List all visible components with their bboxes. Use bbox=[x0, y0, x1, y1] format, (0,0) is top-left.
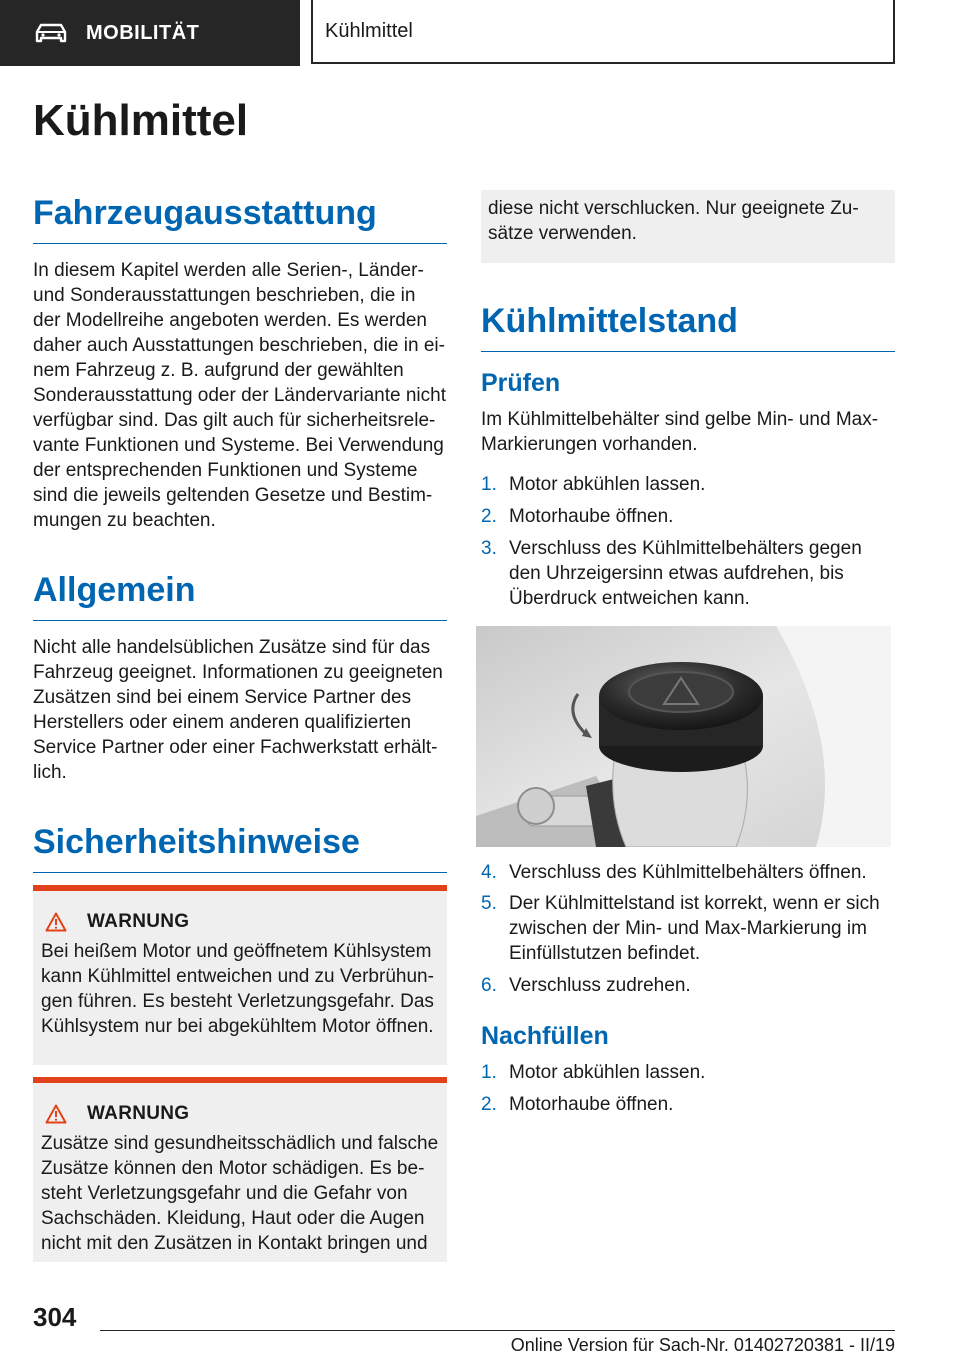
warning-triangle-icon bbox=[45, 1104, 67, 1124]
section-label: MOBILITÄT bbox=[86, 21, 200, 44]
coolant-cap-photo bbox=[476, 626, 891, 847]
warning-text: Bei heißem Motor und geöffnetem Kühlsystem kann Kühlmittel entweichen und zu Verbrühun- gen führen. Es besteht Verletzungsgefahr. Das Kühlsystem nur bei abgekühltem Motor öffnen. bbox=[41, 941, 434, 1037]
section-heading: Sicherheitshinweise bbox=[33, 823, 447, 873]
page-header bbox=[0, 0, 960, 66]
list-number: 2. bbox=[481, 506, 497, 527]
list-number: 6. bbox=[481, 975, 497, 996]
warning-text: Zusätze sind gesundheitsschädlich und falsche Zusätze können den Motor schädigen. Es be- steht Verletzungsgefahr und die Gefahr von Sachschäden. Kleidung, Haut oder die Augen nicht mit den Zusätzen in Kontakt bringen und bbox=[41, 1133, 439, 1254]
warning-label: WARNUNG bbox=[87, 1103, 190, 1124]
list-item bbox=[481, 973, 895, 998]
warning-box-2 bbox=[33, 1077, 447, 1262]
subheading-nachfuellen: Nachfüllen bbox=[481, 1022, 609, 1050]
list-item bbox=[481, 536, 895, 611]
warning-label: WARNUNG bbox=[87, 911, 190, 932]
warning-header bbox=[33, 891, 447, 933]
paragraph-fahrzeugausstattung: In diesem Kapitel werden alle Serien-, Länder- und Sonderausstattungen beschrieben, die in der Modellreihe angeboten werden. Es werden daher auch Ausstattungen beschrieben, die in ei- nem Fahrzeug z. B. aufgrund der gewählten Sonderausstattung oder der Ländervariante nicht verfügbar sind. Das gilt auch für sicherheitsrele- vante Funktionen und Systeme. Bei Verwendung der entsprechenden Funktionen und Systeme sind die jeweils geltenden Gesetze und Bestim- mungen zu beachten. bbox=[33, 260, 446, 531]
warning-triangle-icon bbox=[45, 912, 67, 932]
paragraph-pruefen: Im Kühlmittelbehälter sind gelbe Min- und Max- Markierungen vorhanden. bbox=[481, 409, 879, 455]
page-title: Kühlmittel bbox=[33, 96, 249, 145]
list-text: Motorhaube öffnen. bbox=[509, 1094, 674, 1115]
list-text: Verschluss des Kühlmittelbehälters gegen den Uhrzeigersinn etwas aufdrehen, bis Überdruck entweichen kann. bbox=[509, 538, 862, 609]
footer-online-version: Online Version für Sach-Nr. 01402720381 - II/19 bbox=[510, 1335, 895, 1355]
subheading-pruefen: Prüfen bbox=[481, 369, 561, 397]
section-heading: Allgemein bbox=[33, 571, 447, 621]
list-item bbox=[481, 891, 895, 966]
chapter-tab[interactable] bbox=[311, 0, 895, 64]
list-item bbox=[481, 1092, 895, 1117]
list-number: 4. bbox=[481, 862, 497, 883]
footer-divider bbox=[100, 1330, 895, 1331]
list-number: 2. bbox=[481, 1094, 497, 1115]
page-number: 304 bbox=[33, 1302, 77, 1332]
heading-allgemein bbox=[33, 571, 447, 621]
list-text: Motor abkühlen lassen. bbox=[509, 474, 706, 495]
warning-continuation: diese nicht verschlucken. Nur geeignete Zu- sätze verwenden. bbox=[481, 190, 895, 263]
heading-kuehlmittelstand bbox=[481, 302, 895, 352]
section-tab[interactable] bbox=[0, 0, 300, 66]
paragraph-allgemein: Nicht alle handelsüblichen Zusätze sind für das Fahrzeug geeignet. Informationen zu geeigneten Zusätzen sind bei einem Service Partner des Herstellers oder einem anderen qualifizierten Service Partner oder einer Fachwerkstatt erhält- lich. bbox=[33, 637, 443, 783]
car-icon bbox=[34, 22, 68, 44]
section-heading: Fahrzeugausstattung bbox=[33, 194, 447, 244]
list-text: Motorhaube öffnen. bbox=[509, 506, 674, 527]
heading-sicherheitshinweise bbox=[33, 823, 447, 873]
list-number: 3. bbox=[481, 538, 497, 559]
warning-header bbox=[33, 1083, 447, 1125]
chapter-label: Kühlmittel bbox=[325, 19, 413, 42]
section-heading: Kühlmittelstand bbox=[481, 302, 895, 352]
list-text: Motor abkühlen lassen. bbox=[509, 1062, 706, 1083]
list-number: 1. bbox=[481, 1062, 497, 1083]
list-item bbox=[481, 504, 895, 529]
list-item bbox=[481, 472, 895, 497]
list-number: 5. bbox=[481, 893, 497, 914]
list-text: Der Kühlmittelstand ist korrekt, wenn er sich zwischen der Min- und Max-Markierung im Einfüllstutzen befindet. bbox=[509, 893, 880, 964]
list-text: Verschluss des Kühlmittelbehälters öffnen. bbox=[509, 862, 867, 883]
list-item bbox=[481, 860, 895, 885]
heading-fahrzeugausstattung bbox=[33, 194, 447, 244]
warning-box-1 bbox=[33, 885, 447, 1065]
list-number: 1. bbox=[481, 474, 497, 495]
list-item bbox=[481, 1060, 895, 1085]
list-text: Verschluss zudrehen. bbox=[509, 975, 691, 996]
